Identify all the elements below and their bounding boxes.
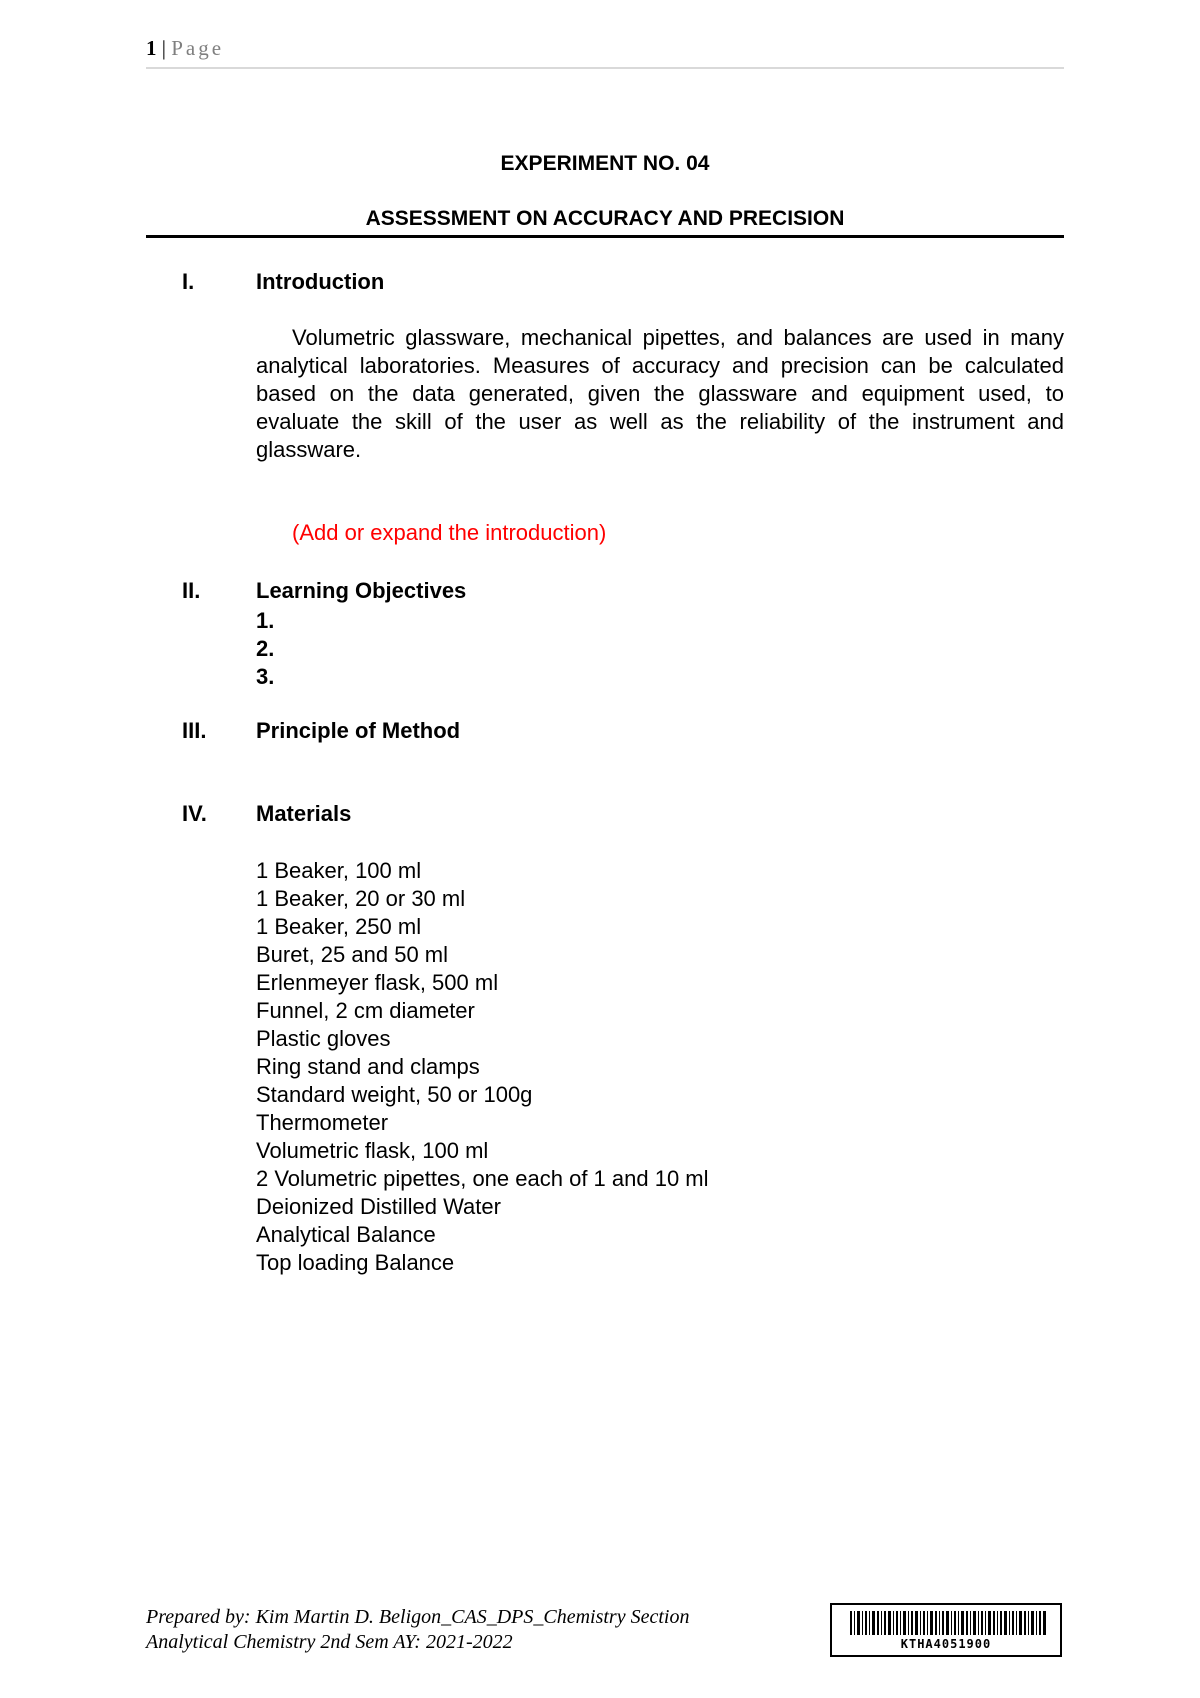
barcode-bars-icon [850,1611,1046,1635]
section-title-principle: Principle of Method [256,718,461,743]
section-title-objectives: Learning Objectives [256,578,467,603]
introduction-paragraph: Volumetric glassware, mechanical pipettes, and balances are used in many analytical laboratories. Measures of accuracy and precision can be calculated based on the data generated, given the glassware and equipment used, to evaluate the skill of the user as well as the reliability of the instrument and glassware. [256,325,1064,462]
material-item: Deionized Distilled Water [256,1194,501,1219]
objective-item: 3. [256,664,275,689]
section-title-materials: Materials [256,801,352,826]
material-item: 1 Beaker, 100 ml [256,858,422,883]
experiment-subtitle: ASSESSMENT ON ACCURACY AND PRECISION [365,207,845,230]
page-word: Page [171,36,225,60]
footer-course: Analytical Chemistry 2nd Sem AY: 2021-2022 [146,1631,513,1653]
experiment-title: EXPERIMENT NO. 04 [500,152,710,175]
material-item: Funnel, 2 cm diameter [256,998,475,1023]
section-number-2: II. [182,578,201,603]
objective-item: 2. [256,636,275,661]
material-item: Thermometer [256,1110,389,1135]
page-separator: | [156,36,172,60]
material-item: Standard weight, 50 or 100g [256,1082,533,1107]
page-number: 1 [146,36,157,60]
material-item: Buret, 25 and 50 ml [256,942,449,967]
section-number-3: III. [182,718,207,743]
material-item: Analytical Balance [256,1222,436,1247]
material-item: Ring stand and clamps [256,1054,480,1079]
footer-prepared-by: Prepared by: Kim Martin D. Beligon_CAS_DPS_Chemistry Section [146,1606,690,1628]
footer [146,1605,689,1655]
barcode-code: KTHA4051900 [900,1637,992,1651]
material-item: Plastic gloves [256,1026,391,1051]
objective-item: 1. [256,608,275,633]
material-item: 2 Volumetric pipettes, one each of 1 and 10 ml [256,1166,709,1191]
page-header [146,36,1064,69]
section-title-introduction: Introduction [256,269,385,294]
material-item: 1 Beaker, 20 or 30 ml [256,886,466,911]
title-rule [146,235,1064,238]
section-number-1: I. [182,269,195,294]
material-item: Top loading Balance [256,1250,455,1275]
material-item: Erlenmeyer flask, 500 ml [256,970,499,995]
objectives-list [256,607,274,691]
material-item: Volumetric flask, 100 ml [256,1138,489,1163]
material-item: 1 Beaker, 250 ml [256,914,422,939]
materials-list [256,857,709,1277]
barcode [830,1603,1062,1657]
introduction-note: (Add or expand the introduction) [292,520,607,545]
section-number-4: IV. [182,801,207,826]
